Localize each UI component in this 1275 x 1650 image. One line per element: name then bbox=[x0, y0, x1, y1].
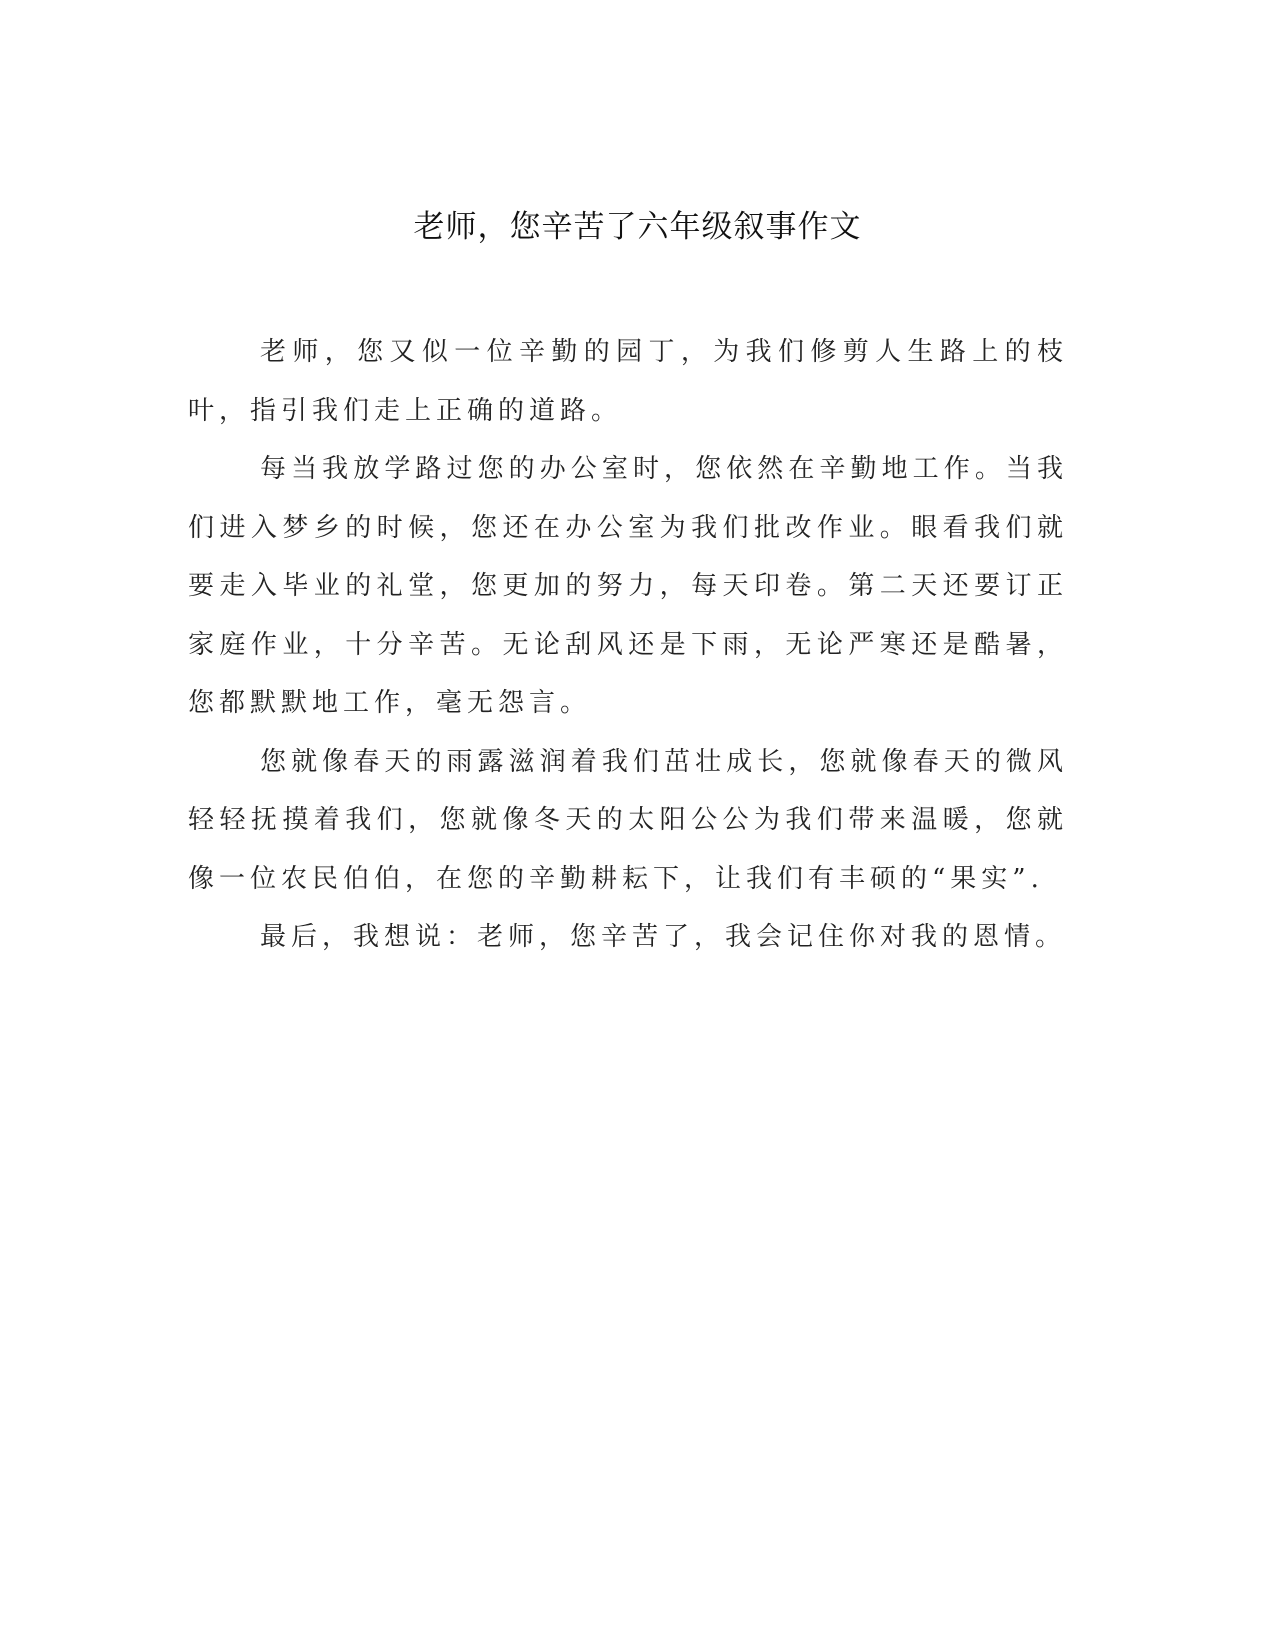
essay-body bbox=[188, 323, 1068, 967]
paragraph-2: 每当我放学路过您的办公室时，您依然在辛勤地工作。当我们进入梦乡的时候，您还在办公室为我们批改作业。眼看我们就要走入毕业的礼堂，您更加的努力，每天印卷。第二天还要订正家庭作业，十分辛苦。无论刮风还是下雨，无论严寒还是酷暑，您都默默地工作，毫无怨言。 bbox=[188, 454, 1068, 718]
paragraph-3: 您就像春天的雨露滋润着我们茁壮成长，您就像春天的微风轻轻抚摸着我们，您就像冬天的太阳公公为我们带来温暖，您就像一位农民伯伯，在您的辛勤耕耘下，让我们有丰硕的“果实”. bbox=[188, 746, 1068, 894]
paragraph-1: 老师，您又似一位辛勤的园丁，为我们修剪人生路上的枝叶，指引我们走上正确的道路。 bbox=[188, 337, 1068, 426]
essay-title: 老师，您辛苦了六年级叙事作文 bbox=[413, 209, 862, 245]
paragraph-4: 最后，我想说：老师，您辛苦了，我会记住你对我的恩情。 bbox=[260, 922, 1067, 952]
